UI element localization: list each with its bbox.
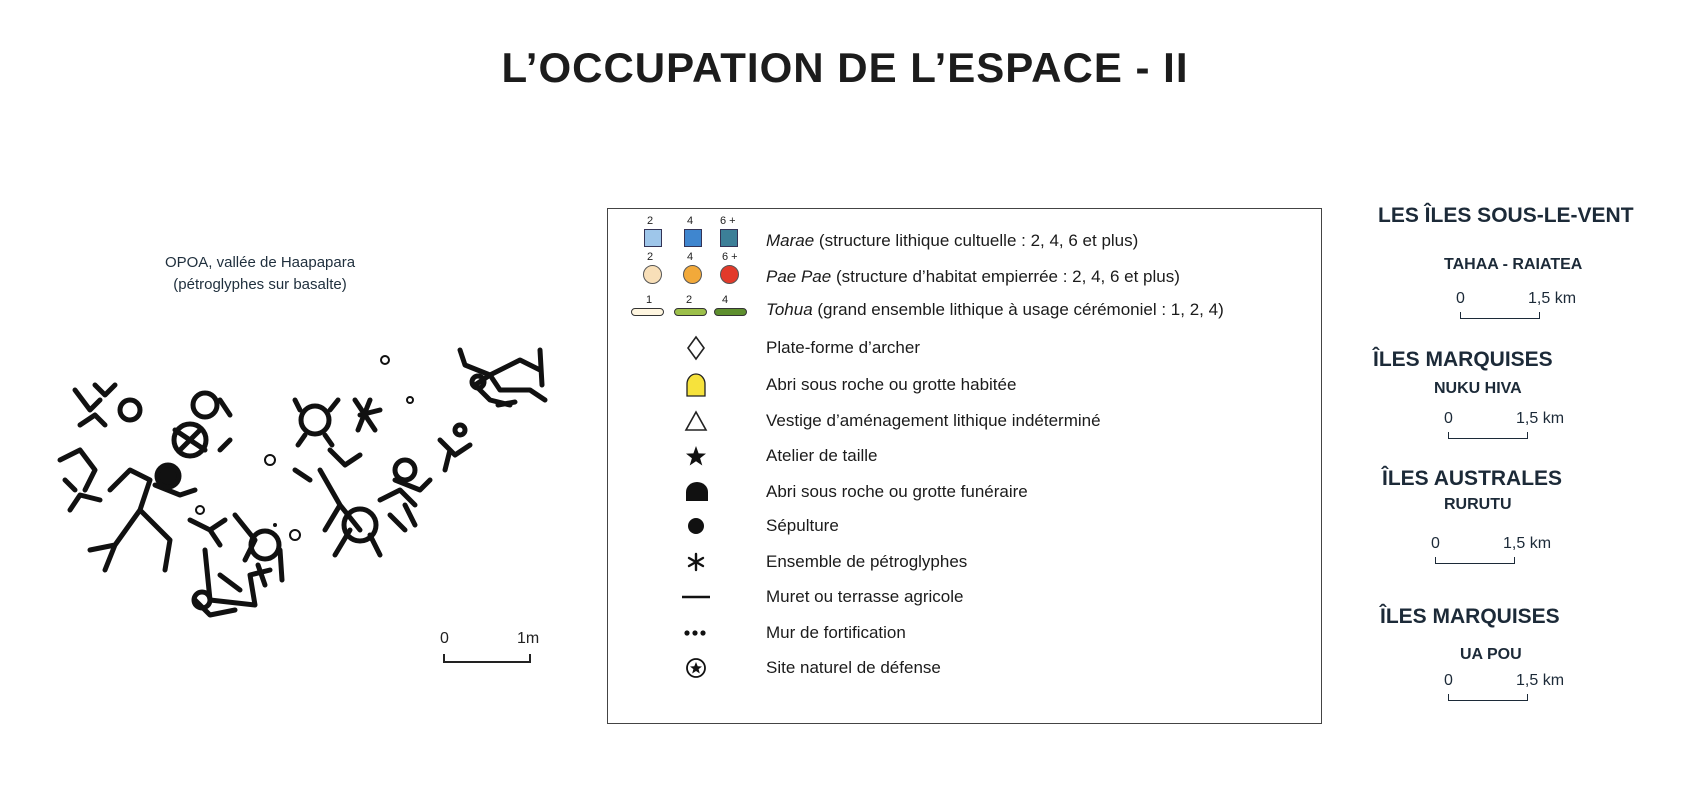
marae-size-3: 6 +: [720, 215, 736, 227]
legend-row-tohua: [608, 294, 1323, 328]
arch-yellow-icon: [684, 372, 708, 403]
opoa-caption-line1: OPOA, vallée de Haapapara: [164, 254, 356, 271]
scale-end: 1,5 km: [1503, 535, 1552, 552]
scale-zero: 0: [1431, 535, 1440, 552]
legend-row-10: [608, 652, 1323, 686]
legend-row-1: [608, 332, 1323, 366]
paepae-circle-large-icon: [720, 265, 739, 284]
tohua-bar-medium-icon: [674, 308, 707, 316]
scale-end: 1,5 km: [1528, 290, 1577, 307]
scale-zero: 0: [1444, 672, 1453, 689]
legend-label: Abri sous roche ou grotte funéraire: [766, 482, 1028, 501]
island-name: RURUTU: [1444, 496, 1512, 513]
petroglyph-figure-d: [295, 425, 470, 555]
paepae-size-1: 2: [647, 251, 654, 263]
star-icon: [684, 443, 708, 474]
region-heading: ÎLES AUSTRALES: [1382, 467, 1563, 490]
scale-zero: 0: [1444, 410, 1453, 427]
legend-row-5: [608, 476, 1323, 510]
legend-label: Site naturel de défense: [766, 658, 941, 677]
tohua-bar-large-icon: [714, 308, 747, 316]
legend-row-7: [608, 546, 1323, 580]
marae-size-2: 4: [687, 215, 694, 227]
marae-size-1: 2: [647, 215, 654, 227]
scale-end: 1,5 km: [1516, 410, 1565, 427]
paepae-circle-small-icon: [643, 265, 662, 284]
scale-line: [1448, 432, 1528, 439]
legend-row-9: [608, 617, 1323, 651]
tohua-size-1: 1: [646, 294, 653, 306]
tohua-size-3: 4: [722, 294, 729, 306]
opoa-caption-line2: (pétroglyphes sur basalte): [173, 276, 347, 293]
petroglyph-figure-b: [60, 385, 380, 490]
circled-star-icon: [684, 655, 708, 686]
legend-box: [607, 208, 1322, 724]
tohua-bar-small-icon: [631, 308, 664, 316]
scale-end: 1,5 km: [1516, 672, 1565, 689]
marae-square-large-icon: [720, 229, 738, 247]
arch-black-icon: [684, 479, 710, 510]
marae-square-medium-icon: [684, 229, 702, 247]
opoa-scale-end: 1m: [517, 630, 540, 647]
legend-row-8: [608, 581, 1323, 615]
legend-label: Sépulture: [766, 516, 839, 535]
scale-line: [1435, 557, 1515, 564]
legend-label: Ensemble de pétroglyphes: [766, 552, 968, 571]
tohua-size-2: 2: [686, 294, 693, 306]
petroglyph-drawing: [20, 330, 560, 670]
legend-row-2: [608, 369, 1323, 403]
asterisk-icon: [684, 549, 708, 580]
paepae-circle-medium-icon: [683, 265, 702, 284]
legend-row-marae: [608, 215, 1323, 249]
legend-row-6: [608, 510, 1323, 544]
legend-label: Mur de fortification: [766, 623, 906, 642]
marae-label: Marae (structure lithique cultuelle : 2, 4, 6 et plus): [766, 231, 1139, 250]
legend-row-4: [608, 440, 1323, 474]
scale-line: [1460, 312, 1540, 319]
legend-label: Atelier de taille: [766, 446, 878, 465]
paepae-size-2: 4: [687, 251, 694, 263]
opoa-scale-zero: 0: [440, 630, 449, 647]
region-heading: ÎLES MARQUISES: [1380, 605, 1560, 628]
island-name: NUKU HIVA: [1434, 380, 1522, 397]
paepae-size-3: 6 +: [722, 251, 738, 263]
legend-label: Abri sous roche ou grotte habitée: [766, 375, 1017, 394]
paepae-label: Pae Pae (structure d’habitat empierrée : 2, 4, 6 et plus): [766, 267, 1180, 286]
legend-label: Vestige d’aménagement lithique indéterminé: [766, 411, 1101, 430]
tohua-label: Tohua (grand ensemble lithique à usage cérémoniel : 1, 2, 4): [766, 300, 1224, 319]
petroglyph-figure-a: [460, 350, 545, 405]
region-heading: LES ÎLES SOUS-LE-VENT: [1378, 204, 1634, 227]
three-dots-icon: [681, 620, 711, 651]
legend-row-3: [608, 405, 1323, 439]
island-name: TAHAA - RAIATEA: [1444, 256, 1583, 273]
marae-square-small-icon: [644, 229, 662, 247]
legend-label: Plate-forme d’archer: [766, 338, 921, 357]
scale-line: [1448, 694, 1528, 701]
scale-zero: 0: [1456, 290, 1465, 307]
triangle-outline-icon: [684, 408, 708, 439]
legend-label: Muret ou terrasse agricole: [766, 587, 964, 606]
petroglyph-figure-c: [70, 465, 282, 615]
legend-row-paepae: [608, 251, 1323, 285]
dot-icon: [684, 513, 708, 544]
region-heading: ÎLES MARQUISES: [1373, 348, 1553, 371]
island-name: UA POU: [1460, 646, 1522, 663]
page-title: L’OCCUPATION DE L’ESPACE - II: [501, 44, 1189, 91]
diamond-outline-icon: [684, 335, 708, 366]
dash-icon: [681, 584, 711, 615]
